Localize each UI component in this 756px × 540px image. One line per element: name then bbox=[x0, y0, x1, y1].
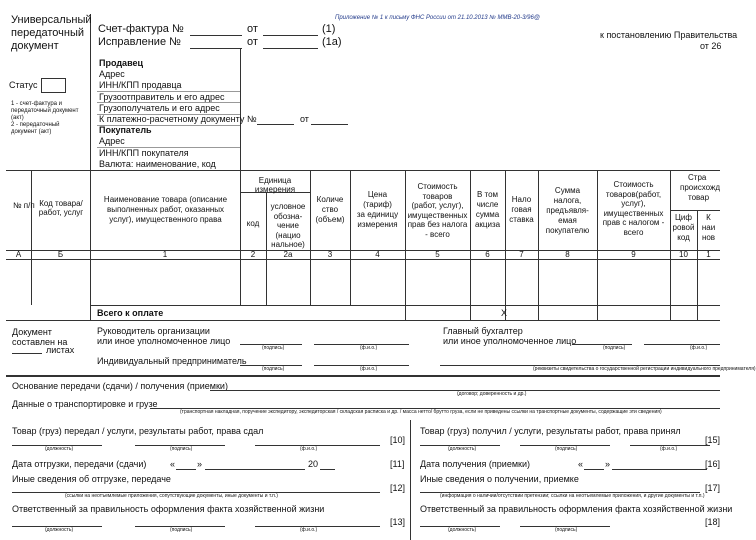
invoice-label: Счет-фактура № bbox=[98, 23, 184, 35]
transfer-divider bbox=[410, 420, 411, 540]
doc-made-label: Документ составлен на bbox=[12, 327, 68, 347]
col-tax-header: Сумма налога, предъявля- емая покупателю bbox=[545, 186, 590, 235]
seller-line-4 bbox=[97, 125, 240, 126]
col-border-9 bbox=[505, 170, 506, 320]
payment-no: № bbox=[247, 114, 257, 124]
col-border-2 bbox=[90, 170, 91, 320]
resp-ship-fio-line[interactable] bbox=[255, 526, 380, 527]
head-sig-caption: (подпись) bbox=[262, 345, 285, 351]
correction-label: Исправление № bbox=[98, 36, 181, 48]
col-border-12 bbox=[670, 170, 671, 320]
seller-line-1 bbox=[97, 91, 240, 92]
invoice-date-line[interactable] bbox=[263, 35, 318, 36]
currency-label: Валюта: наименование, код bbox=[99, 158, 216, 169]
correction-number-line[interactable] bbox=[190, 48, 242, 49]
other-recv-label: Иные сведения о получении, приемке bbox=[420, 474, 579, 484]
appendix-note: Приложение № 1 к письму ФНС России от 21.10.2013 № ММВ-20-3/96@ bbox=[335, 15, 540, 21]
given-pos-caption: (должность) bbox=[45, 446, 74, 452]
buyer-label: Покупатель bbox=[99, 125, 152, 136]
resp-ship-pos-caption: (должность) bbox=[45, 527, 74, 533]
ship-year-prefix: 20 bbox=[308, 459, 319, 469]
ship-year-line[interactable] bbox=[320, 469, 335, 470]
country-subheader-line bbox=[670, 210, 720, 211]
ref-1a: (1а) bbox=[322, 36, 342, 48]
colnum-a: А bbox=[15, 250, 22, 259]
status-label: Статус bbox=[9, 80, 38, 90]
total-label: Всего к оплате bbox=[97, 308, 164, 318]
ref-18: [18] bbox=[705, 517, 721, 527]
col-qty-header: Количе ство (объем) bbox=[315, 195, 345, 224]
buyer-inn-label: ИНН/КПП покупателя bbox=[99, 147, 189, 158]
resp-recv-sig-caption: (подпись) bbox=[555, 527, 578, 533]
recv-sig-caption: (подпись) bbox=[555, 446, 578, 452]
col-no-header: № п/п bbox=[13, 201, 35, 210]
resp-recv-label: Ответственный за правильность оформления факта хозяйственной жизни bbox=[420, 504, 733, 514]
colnum-9: 9 bbox=[631, 250, 636, 259]
head-fio-caption: (ф.и.о.) bbox=[360, 345, 378, 351]
col-cost-header: Стоимость товаров (работ, услуг), имущественных прав без налога - всего bbox=[407, 182, 468, 239]
ent-sig-caption: (подпись) bbox=[262, 366, 285, 372]
given-sig-caption: (подпись) bbox=[170, 446, 193, 452]
colnum-8: 8 bbox=[565, 250, 570, 259]
payment-no-line[interactable] bbox=[257, 124, 294, 125]
colnum-2: 2 bbox=[250, 250, 256, 259]
resp-recv-pos-caption: (должность) bbox=[448, 527, 477, 533]
recv-date-label: Дата получения (приемки) bbox=[420, 459, 530, 469]
basis-label: Основание передачи (сдачи) / получения (приемки) bbox=[12, 381, 228, 391]
payment-from: от bbox=[300, 114, 309, 124]
colnum-5: 5 bbox=[435, 250, 440, 259]
seller-line-5 bbox=[97, 147, 240, 148]
other-ship-caption: (ссылки на неотъемлемые приложения, сопутствующие документы, иные документы и т.п.) bbox=[65, 493, 278, 499]
invoice-number-line[interactable] bbox=[190, 35, 242, 36]
colnum-1: 1 bbox=[162, 250, 168, 259]
buyer-address-label: Адрес bbox=[99, 136, 125, 147]
ent-fio-caption: (ф.и.о.) bbox=[360, 366, 378, 372]
seller-line-2 bbox=[97, 102, 240, 103]
goods-given-label: Товар (груз) передал / услуги, результаты работ, права сдал bbox=[12, 426, 264, 436]
col-border-1 bbox=[31, 170, 32, 305]
colnum-4: 4 bbox=[375, 250, 380, 259]
seller-line-3 bbox=[97, 114, 240, 115]
ship-day-line[interactable] bbox=[176, 469, 196, 470]
transport-caption: (транспортная накладная, поручение экспедитору, экспедиторская / складская расписка и др. / масса нетто/ брутто груза, если не приведены ссылки на транспортные документы, содержащие эти сведения) bbox=[180, 409, 662, 415]
given-fio-line[interactable] bbox=[255, 445, 380, 446]
colnum-b: Б bbox=[57, 250, 64, 259]
ref-17: [17] bbox=[705, 483, 721, 493]
recv-pos-caption: (должность) bbox=[448, 446, 477, 452]
col-border-5 bbox=[310, 170, 311, 305]
resp-ship-label: Ответственный за правильность оформления факта хозяйственной жизни bbox=[12, 504, 325, 514]
resolution-note: к постановлению Правительства от 26 bbox=[600, 30, 738, 51]
invoice-from: от bbox=[247, 23, 258, 35]
reg-caption: (реквизиты свидетельства о государственной регистрации индивидуального предпринимателя) bbox=[533, 366, 756, 372]
colnum-6: 6 bbox=[485, 250, 490, 259]
basis-caption: (договор; доверенность и др.) bbox=[457, 391, 527, 397]
sheets-count-line[interactable] bbox=[12, 353, 42, 354]
recv-fio-caption: (ф.и.о.) bbox=[660, 446, 678, 452]
ship-month-line[interactable] bbox=[205, 469, 305, 470]
head-org-label: Руководитель организации или иное уполномоченное лицо bbox=[97, 326, 231, 346]
other-recv-caption: (информация о наличии/отсутствии претензии; ссылки на неотъемлемые приложения, и другие документы и т.п.) bbox=[440, 493, 705, 499]
consignee-label: Грузополучатель и его адрес bbox=[99, 102, 220, 113]
recv-date-q1: « bbox=[578, 459, 584, 469]
status-box[interactable] bbox=[41, 78, 66, 93]
goods-received-label: Товар (груз) получил / услуги, результаты работ, права принял bbox=[420, 426, 681, 436]
status-note: 1 - счет-фактура и передаточный документ (акт) 2 - передаточный документ (акт) bbox=[11, 101, 79, 135]
given-fio-caption: (ф.и.о.) bbox=[300, 446, 318, 452]
colnum-2a: 2а bbox=[283, 250, 293, 259]
ref-16: [16] bbox=[705, 459, 721, 469]
table-bottom bbox=[6, 320, 720, 321]
table-numbers-bottom bbox=[6, 259, 720, 260]
col-unit-name-header: условное обозна- чение (нацио нальное) bbox=[270, 202, 306, 249]
colnum-7: 7 bbox=[519, 250, 524, 259]
seller-address-label: Адрес bbox=[99, 69, 125, 80]
recv-day-line[interactable] bbox=[584, 469, 604, 470]
col-excise-header: В том числе сумма акциза bbox=[474, 190, 501, 229]
col-country-code-header: Циф ровой код bbox=[672, 213, 695, 242]
total-x: X bbox=[500, 308, 507, 318]
col-unit-code-header: код bbox=[246, 219, 260, 228]
acc-fio-caption: (ф.и.о.) bbox=[690, 345, 708, 351]
correction-date-line[interactable] bbox=[263, 48, 318, 49]
col-code-header: Код товара/ работ, услуг bbox=[38, 199, 84, 217]
ship-date-q1: « bbox=[170, 459, 176, 469]
col-country-name-header: К наи нов bbox=[701, 213, 716, 242]
transfer-top bbox=[6, 375, 720, 377]
ref-12: [12] bbox=[390, 483, 406, 493]
resp-ship-sig-caption: (подпись) bbox=[170, 527, 193, 533]
ref-15: [15] bbox=[705, 435, 721, 445]
col-rate-header: Нало говая ставка bbox=[509, 195, 534, 224]
ship-date-label: Дата отгрузки, передачи (сдачи) bbox=[12, 459, 147, 469]
sheets-label: листах bbox=[46, 345, 75, 355]
col-total-header: Стоимость товаров(работ, услуг), имущественных прав с налогом - всего bbox=[602, 180, 665, 237]
recv-date-q2: » bbox=[605, 459, 611, 469]
chief-acc-label: Главный бухгалтер или иное уполномоченное лицо bbox=[443, 326, 577, 346]
col-price-header: Цена (тариф) за единицу измерения bbox=[356, 190, 399, 229]
payment-doc-label: К платежно-расчетному документу bbox=[99, 114, 245, 125]
acc-fio-line[interactable] bbox=[644, 344, 720, 345]
colnum-3: 3 bbox=[327, 250, 333, 259]
table-top bbox=[6, 170, 720, 171]
shipper-label: Грузоотправитель и его адрес bbox=[99, 91, 225, 102]
ref-11: [11] bbox=[390, 459, 405, 469]
seller-inn-label: ИНН/КПП продавца bbox=[99, 80, 182, 91]
transport-label: Данные о транспортировке и грузе bbox=[12, 399, 158, 409]
correction-from: от bbox=[247, 36, 258, 48]
col-name-header: Наименование товара (описание выполненных работ, оказанных услуг), имущественного права bbox=[103, 195, 228, 224]
recv-month-line[interactable] bbox=[612, 469, 707, 470]
acc-sig-caption: (подпись) bbox=[603, 345, 626, 351]
colnum-11: 1 bbox=[706, 250, 711, 259]
ref-13: [13] bbox=[390, 517, 406, 527]
ref-1: (1) bbox=[322, 23, 336, 35]
entrepreneur-label: Индивидуальный предприниматель bbox=[97, 356, 247, 366]
resp-ship-fio-caption: (ф.и.о.) bbox=[300, 527, 318, 533]
ship-date-q2: » bbox=[197, 459, 203, 469]
other-ship-label: Иные сведения об отгрузке, передаче bbox=[12, 474, 171, 484]
col-country-header: Стра происхожд товар bbox=[680, 173, 720, 202]
colnum-10: 10 bbox=[679, 250, 688, 259]
col-unit-header: Единица измерения bbox=[254, 176, 296, 194]
payment-date-line[interactable] bbox=[311, 124, 348, 125]
seller-label: Продавец bbox=[99, 58, 144, 68]
ref-10: [10] bbox=[390, 435, 406, 445]
doc-name: Универсальный передаточный документ bbox=[11, 14, 92, 52]
